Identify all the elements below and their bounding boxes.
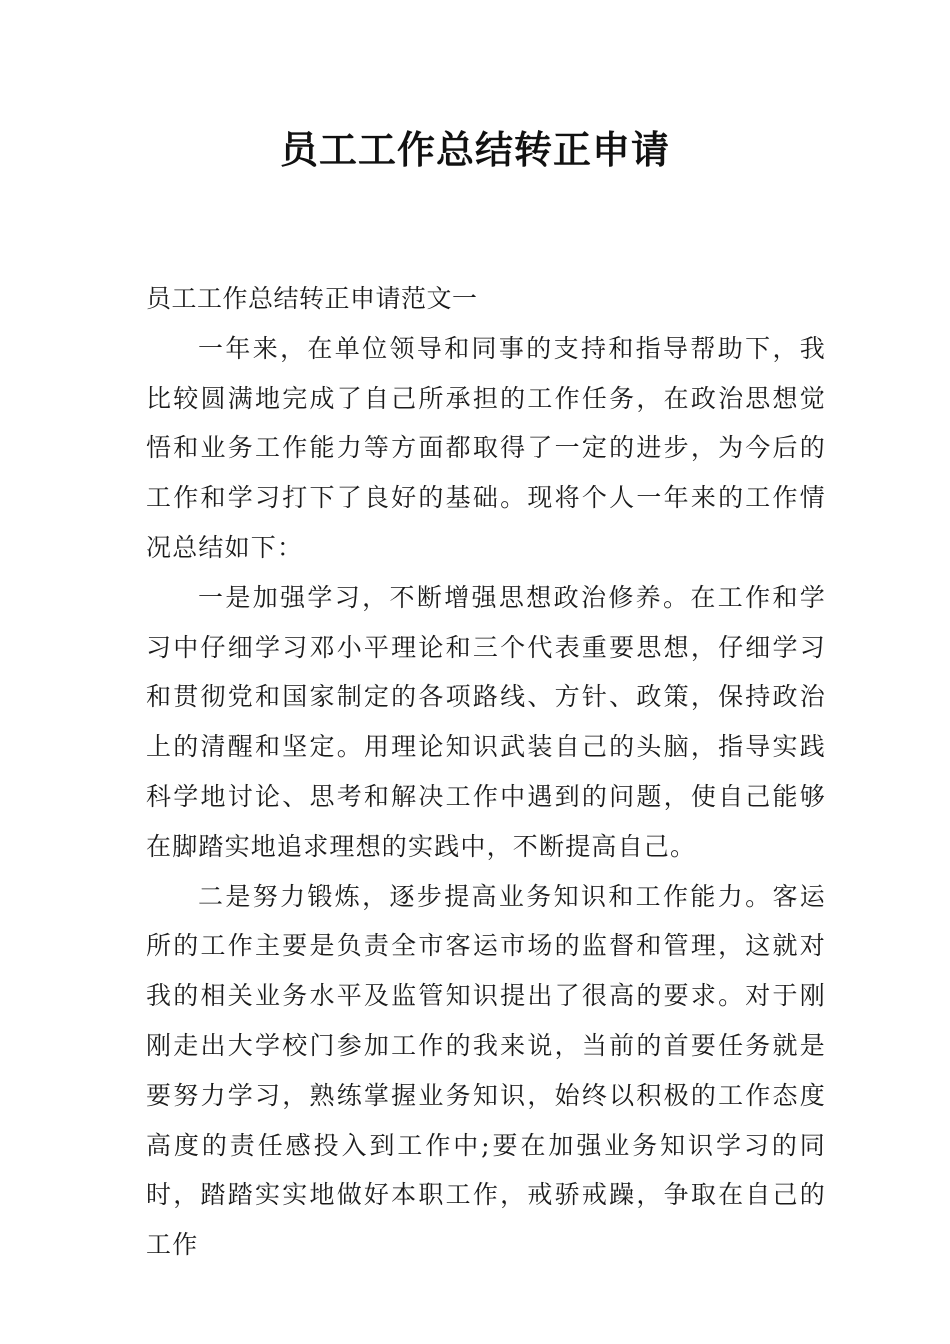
paragraph-training: 二是努力锻炼，逐步提高业务知识和工作能力。客运所的工作主要是负责全市客运市场的监督和管理，这就对我的相关业务水平及监管知识提出了很高的要求。对于刚刚走出大学校门参加工作的我来说，当前的首要任务就是要努力学习，熟练掌握业务知识，始终以积极的工作态度高度的责任感投入到工作中;要在加强业务知识学习的同时，踏踏实实地做好本职工作，戒骄戒躁，争取在自己的工作 bbox=[146, 881, 826, 1260]
section-heading: 员工工作总结转正申请范文一 bbox=[146, 284, 478, 313]
paragraph-study: 一是加强学习，不断增强思想政治修养。在工作和学习中仔细学习邓小平理论和三个代表重要思想，仔细学习和贯彻党和国家制定的各项路线、方针、政策，保持政治上的清醒和坚定。用理论知识武装自己的头脑，指导实践科学地讨论、思考和解决工作中遇到的问题，使自己能够在脚踏实地追求理想的实践中，不断提高自己。 bbox=[146, 582, 826, 861]
document-body bbox=[146, 274, 826, 1270]
paragraph-intro: 一年来，在单位领导和同事的支持和指导帮助下，我比较圆满地完成了自己所承担的工作任务，在政治思想觉悟和业务工作能力等方面都取得了一定的进步，为今后的工作和学习打下了良好的基础。现将个人一年来的工作情况总结如下： bbox=[146, 333, 826, 562]
document-title: 员工工作总结转正申请 bbox=[279, 128, 670, 172]
